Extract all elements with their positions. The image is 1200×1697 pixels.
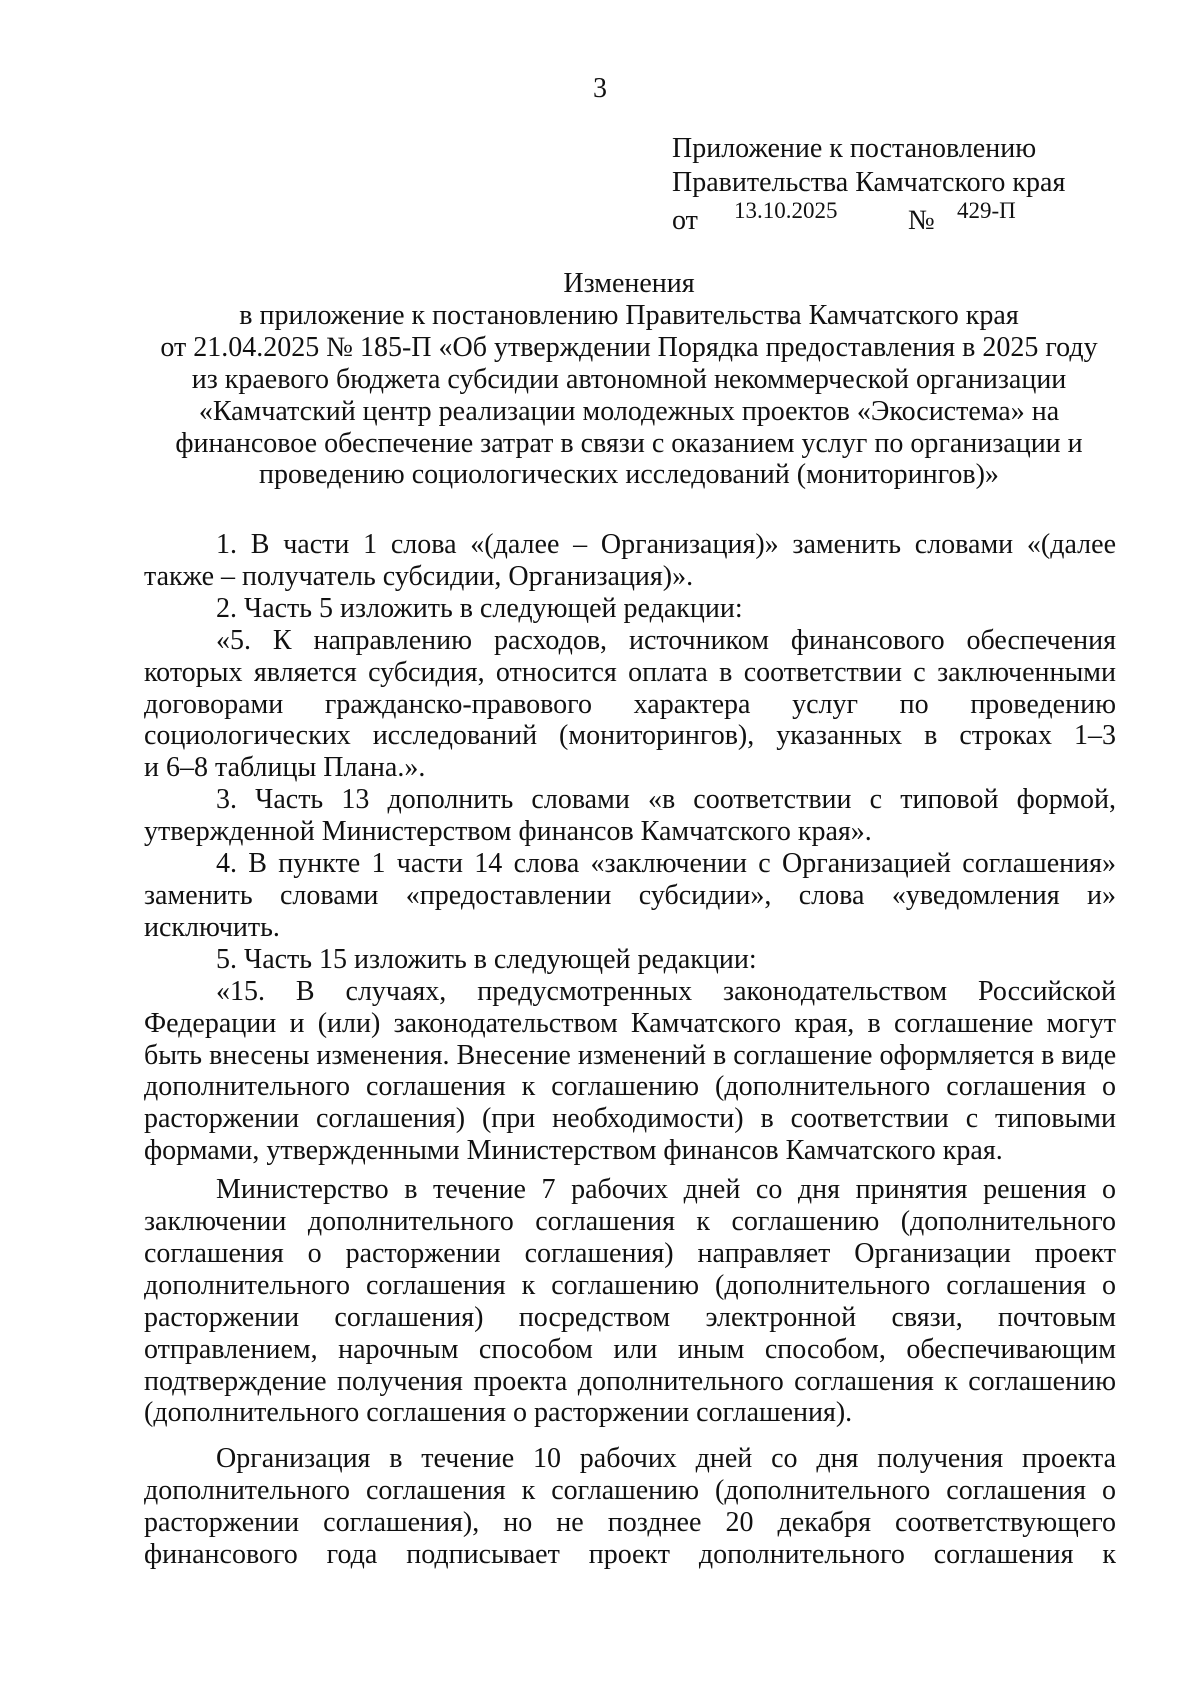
title-line: из краевого бюджета субсидии автономной некоммерческой организации (191, 363, 1067, 395)
paragraph-line: которых является субсидия, относится оплата в соответствии с заключенными (144, 656, 1116, 688)
page-number: 3 (593, 73, 607, 104)
appendix-header (672, 132, 1112, 234)
paragraph-line: социологических исследований (мониторингов), указанных в строках 1–3 (144, 720, 1116, 752)
title-line: от 21.04.2025 № 185-П «Об утверждении Порядка предоставления в 2025 году (160, 331, 1098, 363)
paragraph-line: утвержденной Министерством финансов Камчатского края». (144, 816, 872, 848)
paragraph-line: 3. Часть 13 дополнить словами «в соответствии с типовой формой, (216, 784, 1116, 816)
paragraph-line: дополнительного соглашения к соглашению (дополнительного соглашения о (144, 1071, 1116, 1103)
resolution-date: 13.10.2025 (734, 198, 838, 223)
title-line: в приложение к постановлению Правительства Камчатского края (239, 299, 1019, 331)
document-title (144, 268, 1114, 491)
paragraph-line: исключить. (144, 911, 280, 943)
paragraph-line: Организация в течение 10 рабочих дней со дня получения проекта (216, 1443, 1116, 1475)
paragraph-line: Федерации и (или) законодательством Камчатского края, в соглашение могут (144, 1007, 1116, 1039)
paragraph-spacer (144, 1429, 1116, 1443)
appendix-date-number (672, 200, 1112, 234)
paragraph-ministry (144, 1174, 1116, 1429)
paragraph-item-1 (144, 529, 1116, 593)
paragraph-line: также – получатель субсидии, Организация)». (144, 560, 694, 592)
title-line: финансовое обеспечение затрат в связи с оказанием услуг по организации и (175, 427, 1083, 459)
appendix-line-1: Приложение к постановлению (672, 133, 1037, 164)
paragraph-line: 4. В пункте 1 части 14 слова «заключении с Организацией соглашения» (216, 848, 1116, 880)
paragraph-line: (дополнительного соглашения о расторжении соглашения). (144, 1397, 853, 1429)
paragraph-line: 2. Часть 5 изложить в следующей редакции: (216, 592, 743, 624)
paragraph-line: дополнительного соглашения к соглашению (дополнительного соглашения о (144, 1475, 1116, 1507)
resolution-number: 429-П (957, 198, 1016, 223)
paragraph-item-3 (144, 784, 1116, 848)
paragraph-item-2 (144, 593, 1116, 625)
title-line: «Камчатский центр реализации молодежных проектов «Экосистема» на (198, 395, 1060, 427)
paragraph-spacer (144, 1167, 1116, 1174)
paragraph-line: «15. В случаях, предусмотренных законодательством Российской (216, 975, 1116, 1007)
paragraph-item-5 (144, 944, 1116, 976)
paragraph-line: соглашения о расторжении соглашения) направляет Организации проект (144, 1237, 1116, 1269)
title-heading: Изменения (563, 268, 695, 299)
paragraph-line: финансового года подписывает проект дополнительного соглашения к (144, 1539, 1116, 1571)
paragraph-item-4 (144, 848, 1116, 944)
date-prefix-label: от (672, 205, 698, 236)
paragraph-part-5-text (144, 625, 1116, 785)
paragraph-line: отправлением, нарочным способом или иным способом, обеспечивающим (144, 1333, 1116, 1365)
paragraph-line: 5. Часть 15 изложить в следующей редакции: (216, 943, 757, 975)
document-body (144, 529, 1116, 1571)
paragraph-line: заключении дополнительного соглашения к соглашению (дополнительного (144, 1206, 1116, 1238)
number-sign: № (908, 205, 935, 236)
paragraph-line: Министерство в течение 7 рабочих дней со дня принятия решения о (216, 1174, 1116, 1206)
paragraph-line: дополнительного соглашения к соглашению (дополнительного соглашения о (144, 1269, 1116, 1301)
paragraph-line: 1. В части 1 слова «(далее – Организация)» заменить словами «(далее (216, 529, 1116, 560)
paragraph-line: расторжении соглашения) посредством электронной связи, почтовым (144, 1301, 1116, 1333)
paragraph-line: расторжении соглашения), но не позднее 20 декабря соответствующего (144, 1507, 1116, 1539)
paragraph-line: подтверждение получения проекта дополнительного соглашения к соглашению (144, 1365, 1116, 1397)
paragraph-line: договорами гражданско-правового характера услуг по проведению (144, 688, 1116, 720)
paragraph-part-15-text (144, 976, 1116, 1167)
paragraph-line: расторжении соглашения) (при необходимости) в соответствии с типовыми (144, 1103, 1116, 1135)
paragraph-line: заменить словами «предоставлении субсидии», слова «уведомления и» (144, 879, 1116, 911)
appendix-line-2: Правительства Камчатского края (672, 167, 1066, 198)
paragraph-line: «5. К направлению расходов, источником финансового обеспечения (216, 624, 1116, 656)
paragraph-line: быть внесены изменения. Внесение изменений в соглашение оформляется в виде (144, 1039, 1117, 1071)
paragraph-line: формами, утвержденными Министерством финансов Камчатского края. (144, 1135, 1003, 1167)
title-line: проведению социологических исследований (мониторингов)» (259, 459, 999, 491)
paragraph-organization (144, 1443, 1116, 1571)
paragraph-line: и 6–8 таблицы Плана.». (144, 752, 426, 784)
